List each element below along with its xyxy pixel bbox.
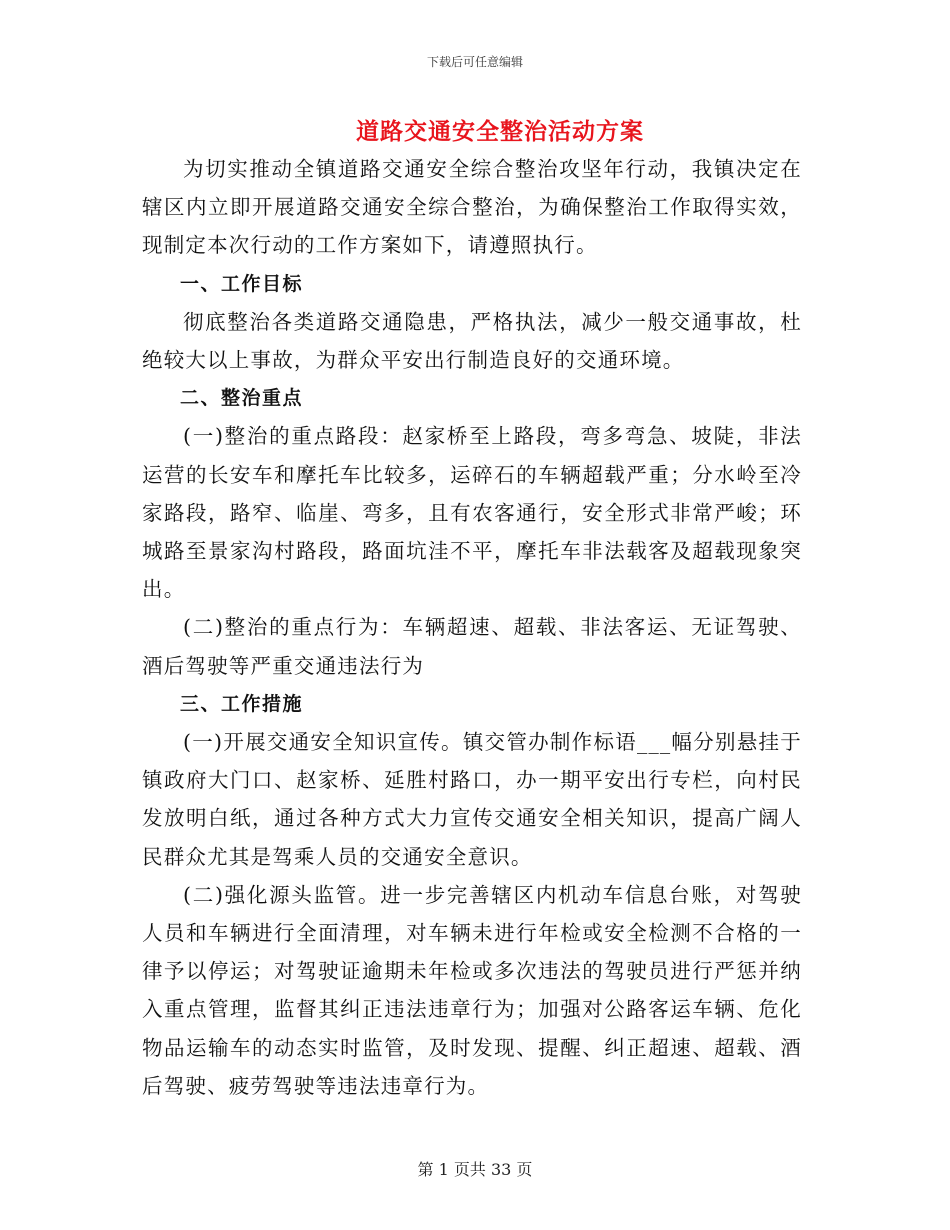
focus-behaviors-paragraph: (二)整治的重点行为：车辆超速、超载、非法客运、无证驾驶、酒后驾驶等严重交通违法行为 <box>142 615 802 678</box>
measures-publicity-paragraph: (一)开展交通安全知识宣传。镇交管办制作标语___幅分别悬挂于镇政府大门口、赵家桥、延胜村路口，办一期平安出行专栏，向村民发放明白纸，通过各种方式大力宣传交通安全相关知识，提高广阔人民群众尤其是驾乘人员的交通安全意识。 <box>142 730 802 869</box>
intro-paragraph: 为切实推动全镇道路交通安全综合整治攻坚年行动，我镇决定在辖区内立即开展道路交通安全综合整治，为确保整治工作取得实效，现制定本次行动的工作方案如下，请遵照执行。 <box>142 157 802 258</box>
focus-roads-paragraph: (一)整治的重点路段：赵家桥至上路段，弯多弯急、坡陡，非法运营的长安车和摩托车比较多，运碎石的车辆超载严重；分水岭至冷家路段，路窄、临崖、弯多，且有农客通行，安全形式非常严峻；环城路至景家沟村路段，路面坑洼不平，摩托车非法载客及超载现象突出。 <box>142 424 802 602</box>
document-body <box>142 150 802 1105</box>
document-title: 道路交通安全整治活动方案 <box>356 118 644 145</box>
section-heading-measures: 三、工作措施 <box>180 692 304 715</box>
page-number: 第 1 页共 33 页 <box>417 1160 533 1179</box>
header-note: 下载后可任意编辑 <box>426 55 523 69</box>
measures-supervision-paragraph: (二)强化源头监管。进一步完善辖区内机动车信息台账，对驾驶人员和车辆进行全面清理，对车辆未进行年检或安全检测不合格的一律予以停运；对驾驶证逾期未年检或多次违法的驾驶员进行严惩并纳入重点管理，监督其纠正违法违章行为；加强对公路客运车辆、危化物品运输车的动态实时监管，及时发现、提醒、纠正超速、超载、酒后驾驶、疲劳驾驶等违法违章行为。 <box>142 882 802 1098</box>
goals-paragraph: 彻底整治各类道路交通隐患，严格执法，减少一般交通事故，杜绝较大以上事故，为群众平安出行制造良好的交通环境。 <box>142 309 802 373</box>
section-heading-focus: 二、整治重点 <box>180 387 304 410</box>
section-heading-goals: 一、工作目标 <box>180 272 304 295</box>
